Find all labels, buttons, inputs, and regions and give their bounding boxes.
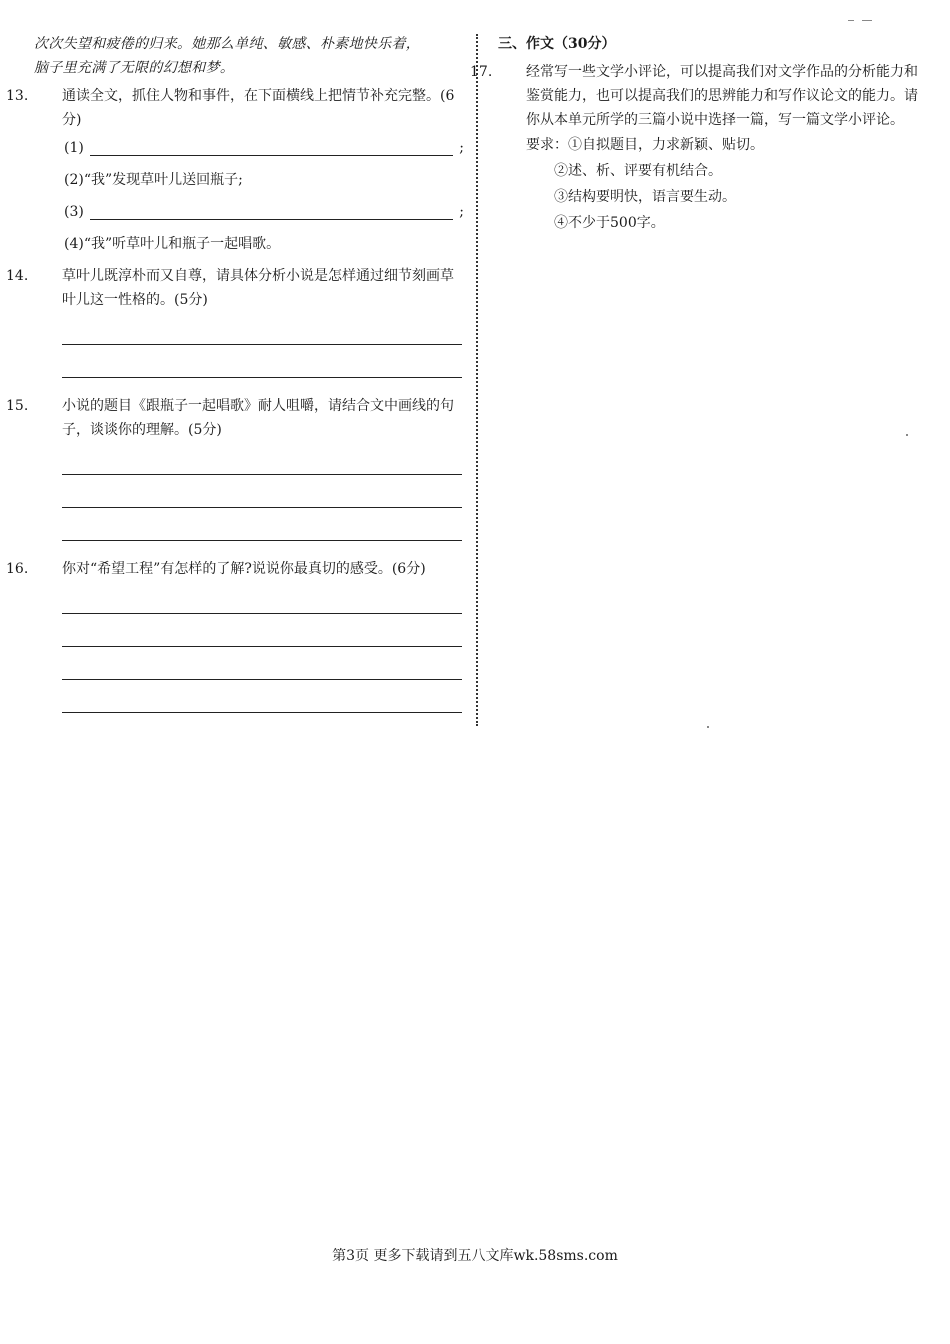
q13-item-3-semicolon: ; (459, 204, 464, 220)
question-16-number: 16. (6, 561, 29, 577)
scan-speck (848, 20, 854, 21)
right-column (470, 32, 928, 236)
q13-item-1-label: (1) (64, 140, 84, 156)
q13-item-4-label: (4)“我”听草叶儿和瓶子一起唱歌。 (64, 236, 281, 252)
question-13-number: 13. (6, 88, 29, 104)
q13-item-2 (34, 164, 464, 196)
q16-answer-line-1[interactable] (62, 581, 462, 614)
q14-answer-line-1[interactable] (62, 312, 462, 345)
q17-requirement-3: ③结构要明快，语言要生动。 (554, 189, 736, 205)
question-17-number: 17. (470, 64, 493, 80)
question-16 (6, 557, 464, 581)
scan-speck (906, 434, 908, 436)
q13-item-1-blank[interactable] (90, 154, 453, 156)
scan-speck (862, 20, 872, 21)
q13-item-3 (34, 196, 464, 228)
q16-answer-line-4[interactable] (62, 680, 462, 713)
q17-requirement-2: ②述、析、评要有机结合。 (554, 163, 722, 179)
question-14-number: 14. (6, 268, 29, 284)
left-column (6, 32, 464, 713)
question-15-text: 小说的题目《跟瓶子一起唱歌》耐人咀嚼，请结合文中画线的句子，谈谈你的理解。(5分) (62, 398, 454, 438)
q15-answer-line-3[interactable] (62, 508, 462, 541)
page-footer: 第3页 更多下载请到五八文库wk.58sms.com (332, 1248, 618, 1264)
scan-speck (707, 726, 709, 728)
question-17 (470, 60, 928, 132)
question-17-text: 经常写一些文学小评论，可以提高我们对文学作品的分析能力和鉴赏能力，也可以提高我们的思辨能力和写作议论文的能力。请你从本单元所学的三篇小说中选择一篇，写一篇文学小评论。 (526, 64, 918, 128)
column-divider (476, 34, 478, 726)
q17-requirement-4: ④不少于500字。 (554, 215, 665, 231)
passage-tail-line-1: 次次失望和疲倦的归来。她那么单纯、敏感、朴素地快乐着， (34, 36, 421, 52)
question-13-text: 通读全文，抓住人物和事件，在下面横线上把情节补充完整。(6分) (62, 88, 455, 128)
q17-requirements-label: 要求：①自拟题目，力求新颖、贴切。 (526, 137, 764, 153)
question-14-text: 草叶儿既淳朴而又自尊，请具体分析小说是怎样通过细节刻画草叶儿这一性格的。(5分) (62, 268, 454, 308)
q16-answer-line-3[interactable] (62, 647, 462, 680)
q13-item-3-label: (3) (64, 204, 84, 220)
passage-tail-line-2: 脑子里充满了无限的幻想和梦。 (34, 60, 235, 76)
q13-item-1-semicolon: ; (459, 140, 464, 156)
question-15 (6, 394, 464, 442)
q16-answer-line-2[interactable] (62, 614, 462, 647)
question-16-text: 你对“希望工程”有怎样的了解?说说你最真切的感受。(6分) (62, 561, 426, 577)
question-13 (6, 84, 464, 132)
q15-answer-line-1[interactable] (62, 442, 462, 475)
q13-item-1 (34, 132, 464, 164)
question-15-number: 15. (6, 398, 29, 414)
q14-answer-line-2[interactable] (62, 345, 462, 378)
q13-item-4 (34, 228, 464, 260)
section-title-composition: 三、作文（30分） (498, 36, 616, 52)
q15-answer-line-2[interactable] (62, 475, 462, 508)
q13-item-2-label: (2)“我”发现草叶儿送回瓶子; (64, 172, 243, 188)
question-14 (6, 264, 464, 312)
q13-item-3-blank[interactable] (90, 218, 453, 220)
